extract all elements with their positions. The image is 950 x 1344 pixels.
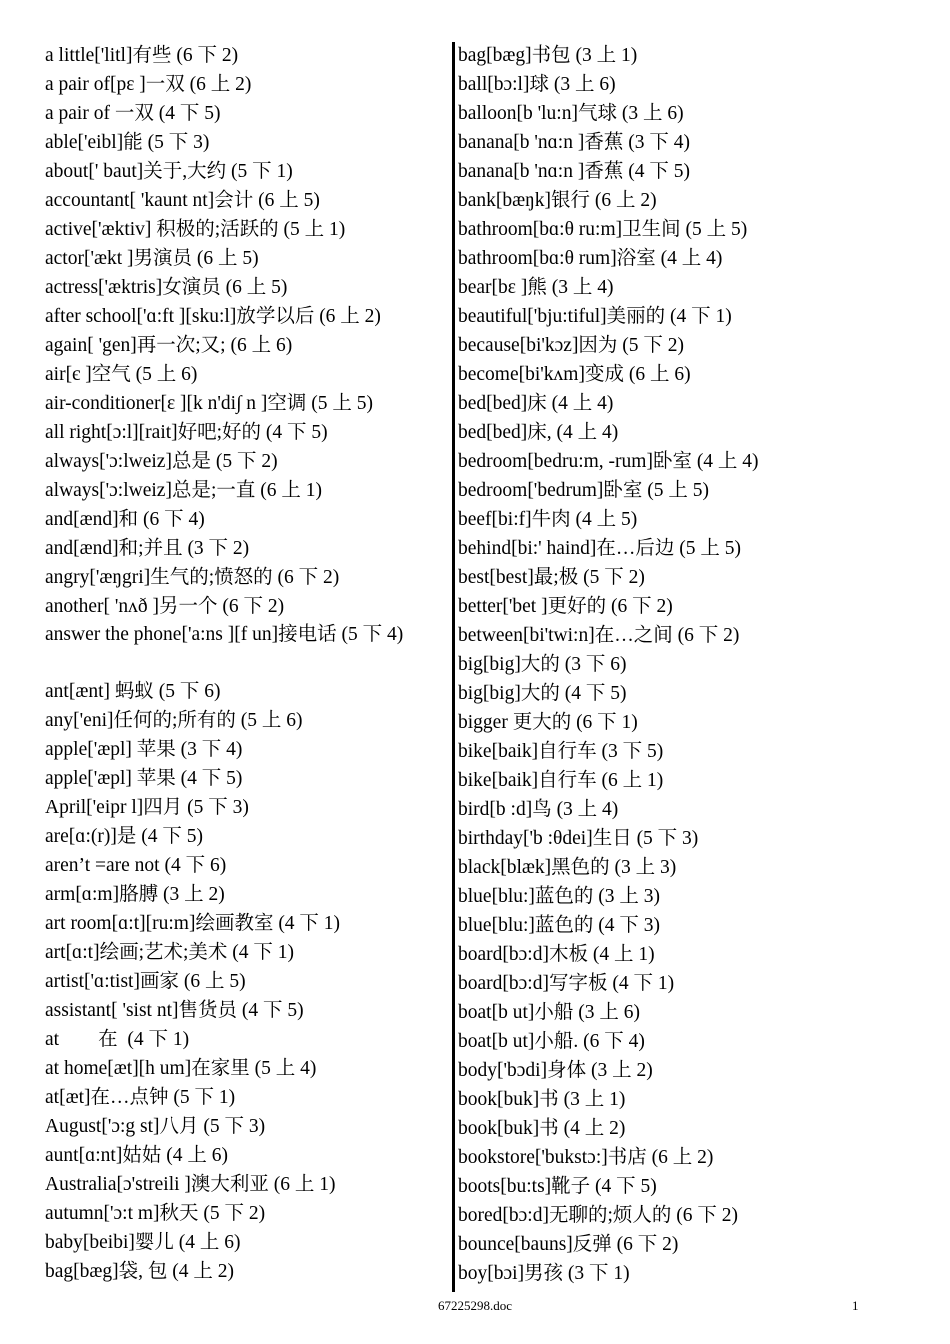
entry: bedroom[bedru:m, -rum]卧室 (4 上 4): [458, 451, 759, 472]
entry: bird[b :d]鸟 (3 上 4): [458, 799, 619, 820]
entry: book[buk]书 (4 上 2): [458, 1118, 626, 1139]
entry: aunt[ɑ:nt]姑姑 (4 上 6): [45, 1145, 228, 1166]
entry: book[buk]书 (3 上 1): [458, 1089, 626, 1110]
entry: bank[bæŋk]银行 (6 上 2): [458, 190, 657, 211]
entry: a little['litl]有些 (6 下 2): [45, 45, 239, 66]
entry: boots[bu:ts]靴子 (4 下 5): [458, 1176, 657, 1197]
entry: bike[baik]自行车 (3 下 5): [458, 741, 664, 762]
entry: ball[bɔ:l]球 (3 上 6): [458, 74, 616, 95]
entry: able['eibl]能 (5 下 3): [45, 132, 210, 153]
entry: art[ɑ:t]绘画;艺术;美术 (4 下 1): [45, 942, 295, 963]
footer-page-number: 1: [852, 1298, 859, 1313]
entry: April['eipr l]四月 (5 下 3): [45, 797, 249, 818]
entry: artist['ɑ:tist]画家 (6 上 5): [45, 971, 246, 992]
entry: balloon[b 'lu:n]气球 (3 上 6): [458, 103, 684, 124]
entry: art room[ɑ:t][ru:m]绘画教室 (4 下 1): [45, 913, 341, 934]
entry: birthday['b :θdei]生日 (5 下 3): [458, 828, 699, 849]
entry: always['ɔ:lweiz]总是;一直 (6 上 1): [45, 480, 322, 501]
entry: baby[beibi]婴儿 (4 上 6): [45, 1232, 241, 1253]
entry: become[bi'kʌm]变成 (6 上 6): [458, 364, 691, 385]
entry: between[bi'twi:n]在…之间 (6 下 2): [458, 625, 740, 646]
entry: apple['æpl] 苹果 (3 下 4): [45, 739, 243, 760]
entry: board[bɔ:d]写字板 (4 下 1): [458, 973, 675, 994]
entry: at home[æt][h um]在家里 (5 上 4): [45, 1058, 317, 1079]
entry: actor['ækt ]男演员 (6 上 5): [45, 248, 259, 269]
entry: bookstore['bukstɔ:]书店 (6 上 2): [458, 1147, 714, 1168]
entry: air-conditioner[ɛ ][k n'di∫ n ]空调 (5 上 5): [45, 393, 374, 414]
entry: answer the phone['a:ns ][f un]接电话 (5 下 4): [45, 624, 404, 645]
entry: assistant[ 'sist nt]售货员 (4 下 5): [45, 1000, 304, 1021]
entry: bedroom['bedrum]卧室 (5 上 5): [458, 480, 709, 501]
entry: all right[ɔ:l][rait]好吧;好的 (4 下 5): [45, 422, 328, 443]
entry: again[ 'gen]再一次;又; (6 上 6): [45, 335, 293, 356]
entry: boat[b ut]小船. (6 下 4): [458, 1031, 645, 1052]
entry: bike[baik]自行车 (6 上 1): [458, 770, 664, 791]
entry: active['æktiv] 积极的;活跃的 (5 上 1): [45, 219, 346, 240]
entry: and[ænd]和 (6 下 4): [45, 509, 205, 530]
entry: beef[bi:f]牛肉 (4 上 5): [458, 509, 638, 530]
entry: at[æt]在…点钟 (5 下 1): [45, 1087, 236, 1108]
entry: bag[bæg]袋, 包 (4 上 2): [45, 1261, 235, 1282]
entry: at 在 (4 下 1): [45, 1029, 190, 1050]
entry: bathroom[bɑ:θ ru:m]卫生间 (5 上 5): [458, 219, 748, 240]
entry: apple['æpl] 苹果 (4 下 5): [45, 768, 243, 789]
entry: bed[bed]床, (4 上 4): [458, 422, 619, 443]
entry: big[big]大的 (3 下 6): [458, 654, 627, 675]
entry: are[ɑ:(r)]是 (4 下 5): [45, 826, 203, 847]
entry: board[bɔ:d]木板 (4 上 1): [458, 944, 655, 965]
entry: a pair of[pɛ ]一双 (6 上 2): [45, 74, 252, 95]
entry: big[big]大的 (4 下 5): [458, 683, 627, 704]
entry: bathroom[bɑ:θ rum]浴室 (4 上 4): [458, 248, 723, 269]
entry: body['bɔdi]身体 (3 上 2): [458, 1060, 653, 1081]
entry: autumn['ɔ:t m]秋天 (5 下 2): [45, 1203, 266, 1224]
entry: bag[bæg]书包 (3 上 1): [458, 45, 638, 66]
entry: banana[b 'nɑ:n ]香蕉 (4 下 5): [458, 161, 690, 182]
entry: and[ænd]和;并且 (3 下 2): [45, 538, 250, 559]
entry: a pair of 一双 (4 下 5): [45, 103, 221, 124]
column-divider: [452, 42, 455, 1292]
entry: boat[b ut]小船 (3 上 6): [458, 1002, 640, 1023]
entry: blue[blu:]蓝色的 (4 下 3): [458, 915, 661, 936]
footer-filename: 67225298.doc: [437, 1298, 513, 1313]
entry: bear[bɛ ]熊 (3 上 4): [458, 277, 614, 298]
entry: banana[b 'nɑ:n ]香蕉 (3 下 4): [458, 132, 690, 153]
entry: best[best]最;极 (5 下 2): [458, 567, 645, 588]
right-column: [458, 41, 888, 1288]
entry: behind[bi:' haind]在…后边 (5 上 5): [458, 538, 741, 559]
entry: another[ 'nʌð ]另一个 (6 下 2): [45, 596, 285, 617]
entry: ant[ænt] 蚂蚁 (5 下 6): [45, 681, 221, 702]
entry: after school['ɑ:ft ][sku:l]放学以后 (6 上 2): [45, 306, 381, 327]
entry: because[bi'kɔz]因为 (5 下 2): [458, 335, 685, 356]
entry: August['ɔ:g st]八月 (5 下 3): [45, 1116, 266, 1137]
entry: black[blæk]黑色的 (3 上 3): [458, 857, 677, 878]
entry: about[' baut]关于,大约 (5 下 1): [45, 161, 293, 182]
entry: actress['æktris]女演员 (6 上 5): [45, 277, 288, 298]
entry: angry['æŋgri]生气的;愤怒的 (6 下 2): [45, 567, 340, 588]
entry: better['bet ]更好的 (6 下 2): [458, 596, 673, 617]
entry: blue[blu:]蓝色的 (3 上 3): [458, 886, 661, 907]
left-column: [45, 41, 450, 1286]
entry: accountant[ 'kaunt nt]会计 (6 上 5): [45, 190, 320, 211]
entry: Australia[ɔ'streili ]澳大利亚 (6 上 1): [45, 1174, 336, 1195]
entry: bounce[bauns]反弹 (6 下 2): [458, 1234, 679, 1255]
entry: beautiful['bju:tiful]美丽的 (4 下 1): [458, 306, 732, 327]
entry: arm[ɑ:m]胳膊 (3 上 2): [45, 884, 225, 905]
entry: aren’t =are not (4 下 6): [45, 855, 227, 876]
entry: bigger 更大的 (6 下 1): [458, 712, 638, 733]
entry: always['ɔ:lweiz]总是 (5 下 2): [45, 451, 278, 472]
entry: bored[bɔ:d]无聊的;烦人的 (6 下 2): [458, 1205, 738, 1226]
entry: bed[bed]床 (4 上 4): [458, 393, 614, 414]
entry: any['eni]任何的;所有的 (5 上 6): [45, 710, 303, 731]
entry: air[є ]空气 (5 上 6): [45, 364, 198, 385]
entry: boy[bɔi]男孩 (3 下 1): [458, 1263, 630, 1284]
